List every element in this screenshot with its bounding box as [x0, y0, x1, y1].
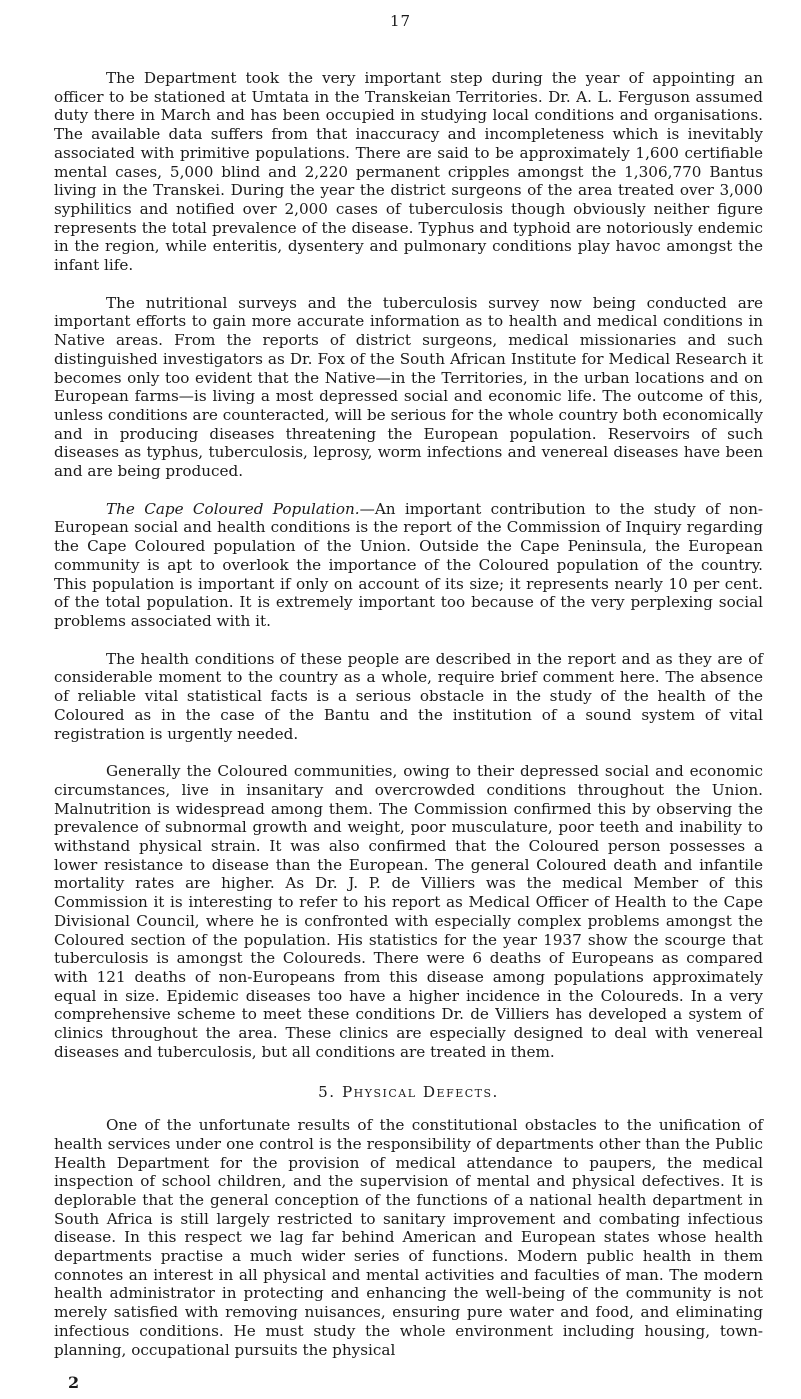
section-lead-text: —An important contribution to the study of non-European social and health conditions is the report of the Commission of Inquiry regarding the Cape Coloured population of the Union. Outside the Cape Peninsula, the European community is apt to overlook the importance of the Coloured population of the country. This population is important if only on account of its size; it represents nearly 10 per cent. of the total population. It is extremely important too because of the very perplexing social problems associated with it. — [54, 499, 763, 630]
body-text — [54, 69, 763, 1378]
section-number: 5. — [318, 1083, 336, 1102]
page-number: 17 — [389, 12, 412, 30]
paragraph-physical-defects: One of the unfortunate results of the constitutional obstacles to the unification of health services under one control is the responsibility of departments other than the Public Health Department for the provision of medical attendance to paupers, the medical inspection of school children, and the supervision of mental and physical defectives. It is deplorable that the general conception of the functions of a national health department in South Africa is still largely restricted to sanitary improvement and combating infectious disease. In this respect we lag far behind American and European states whose health departments practise a much wider series of functions. Modern public health in them connotes an interest in all physical and mental activities and faculties of man. The modern health administrator in protecting and enhancing the well-being of the community is not merely satisfied with removing nuisances, ensuring pure water and food, and eliminating infectious conditions. He must study the whole environment including housing, town-planning, occupational pursuits the physical — [54, 1116, 763, 1359]
section-heading — [54, 1083, 763, 1102]
paragraph-umtata: The Department took the very important step during the year of appointing an officer to be stationed at Umtata in the Transkeian Territories. Dr. A. L. Ferguson assumed duty there in March and has been occupied in studying local conditions and organisations. The available data suffers from that inaccuracy and incompleteness which is inevitably associated with primitive populations. There are said to be approximately 1,600 certifiable mental cases, 5,000 blind and 2,220 permanent cripples amongst the 1,306,770 Bantus living in the Transkei. During the year the district surgeons of the area treated over 3,000 syphilitics and notified over 2,000 cases of tuberculosis though obviously neither figure represents the total prevalence of the disease. Typhus and typhoid are notoriously endemic in the region, while enteritis, dysentery and pulmonary conditions play havoc amongst the infant life. — [54, 69, 763, 275]
paragraph-coloured-communities: Generally the Coloured communities, owing to their depressed social and economic circumstances, live in insanitary and overcrowded conditions throughout the Union. Malnutrition is widespread among them. The Commission confirmed this by observing the prevalence of subnormal growth and weight, poor musculature, poor teeth and inability to withstand physical strain. It was also confirmed that the Coloured person possesses a lower resistance to disease than the European. The general Coloured death and infantile mortality rates are higher. As Dr. J. P. de Villiers was the medical Member of this Commission it is interesting to refer to his report as Medical Officer of Health to the Cape Divisional Council, where he is confronted with especially complex problems amongst the Coloured section of the population. His statistics for the year 1937 show the scourge that tuberculosis is amongst the Coloureds. There were 6 deaths of Europeans as compared with 121 deaths of non-Europeans from this disease among populations approximately equal in size. Epidemic diseases too have a higher incidence in the Coloureds. In a very comprehensive scheme to meet these conditions Dr. de Villiers has developed a system of clinics throughout the area. These clinics are especially designed to deal with venereal diseases and tuberculosis, but all conditions are treated in them. — [54, 762, 763, 1061]
paragraph-health-conditions: The health conditions of these people are described in the report and as they are of considerable moment to the country as a whole, require brief comment here. The absence of reliable vital statistical facts is a serious obstacle in the study of the health of the Coloured as in the case of the Bantu and the institution of a sound system of vital registration is urgently needed. — [54, 649, 763, 743]
section-lead-title: The Cape Coloured Population. — [106, 499, 360, 518]
signature-mark: 2 — [68, 1373, 80, 1392]
paragraph-nutritional-surveys: The nutritional surveys and the tuberculosis survey now being conducted are important efforts to gain more accurate information as to health and medical conditions in Native areas. From the reports of district surgeons, medical missionaries and such distinguished investigators as Dr. Fox of the South African Institute for Medical Research it becomes only too evident that the Native—in the Territories, in the urban locations and on European farms—is living a most depressed social and economic life. The outcome of this, unless conditions are counteracted, will be serious for the whole country both economically and in producing diseases threatening the European population. Reservoirs of such diseases as typhus, tuberculosis, leprosy, worm infections and venereal diseases have been and are being produced. — [54, 293, 763, 481]
paragraph-cape-coloured — [54, 500, 763, 631]
section-title: Physical Defects. — [341, 1083, 499, 1102]
